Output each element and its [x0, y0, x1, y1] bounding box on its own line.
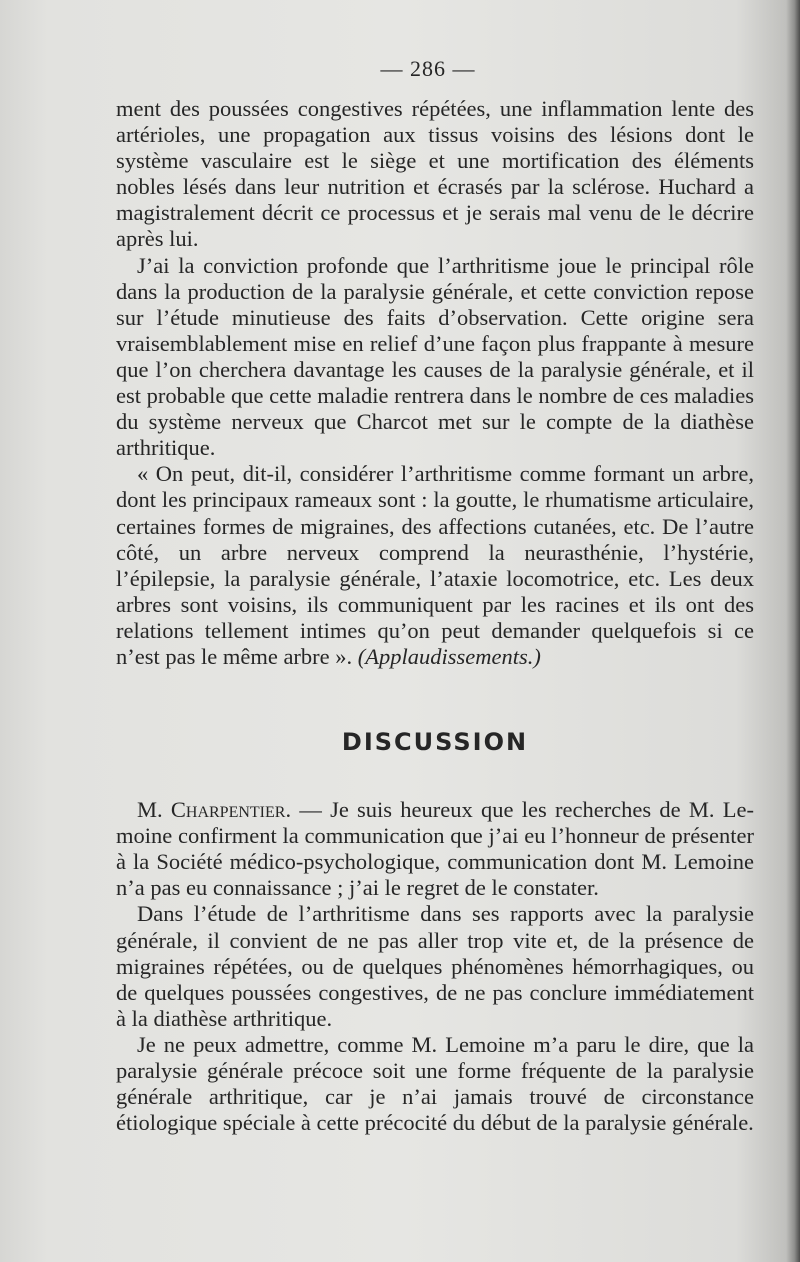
paragraph-paralysie-precoce: Je ne peux admettre, comme M. Lemoine m’a paru le dire, que la paralysie générale précoce soit une forme fréquente de la paralysie générale arthritique, car je n’ai jamais trouvé de circonstance étiologique spéciale à cette précocité du début de la paralysie générale. — [116, 1031, 754, 1136]
page-edge-shadow — [786, 0, 800, 1262]
quote-text: « On peut, dit-il, considérer l’arthritisme comme formant un arbre, dont les principaux rameaux sont : la goutte, le rhumatisme articulaire, certaines formes de migraines, des affections cutanées, etc. De l’autre côté, un arbre nerveux comprend la neurasthénie, l’hystérie, l’épilepsie, la paralysie générale, l’ataxie locomotrice, etc. Les deux arbres sont voisins, ils communiquent par les racines et ils ont des relations tellement intimes qu’on peut demander quelquefois si ce n’est pas le même arbre ». — [116, 461, 754, 669]
speaker-prefix: M. — [137, 797, 171, 823]
discussion-heading: DISCUSSION — [341, 728, 529, 757]
charpentier-remark: — Je suis heureux que les recherches de M. Lemoine confirment la communication que j’ai eu l’honneur de présenter à la Société médico-psychologique, communication dont M. Lemoine n’a pas eu connaissance ; j’ai le regret de le constater. — [116, 797, 754, 901]
paragraph-continuation: ment des poussées congestives répétées, une inflammation lente des artérioles, une propagation aux tissus voisins des lésions dont le système vasculaire est le siège et une mortification des éléments nobles lésés dans leur nutrition et écrasés par la sclérose. Huchard a magistralement décrit ce processus et je serais mal venu de le décrire après lui. — [116, 96, 754, 252]
paragraph-charcot-quote — [116, 461, 754, 670]
speaker-name: Charpentier. — [170, 797, 292, 823]
page-body — [116, 96, 754, 1136]
paragraph-arthritisme: J’ai la conviction profonde que l’arthritisme joue le principal rôle dans la production de la paralysie générale, et cette conviction repose sur l’étude minutieuse des faits d’observation. Cette origine sera vraisemblablement mise en relief d’une façon plus frappante à mesure que l’on cherchera davantage les causes de la paralysie générale, et il est probable que cette maladie rentrera dans le nombre de ces maladies du système nerveux que Charcot met sur le compte de la diathèse arthritique. — [116, 252, 754, 461]
paragraph-arthritisme-rapports: Dans l’étude de l’arthritisme dans ses rapports avec la paralysie générale, il convient de ne pas aller trop vite et, de la présence de migraines répétées, ou de quelques phénomènes hémorrhagiques, ou de quelques poussées congestives, de ne pas conclure immédiatement à la diathèse arthritique. — [116, 901, 754, 1031]
applause-note: (Applaudissements.) — [357, 643, 541, 669]
page-number: — 286 — — [380, 56, 476, 81]
paragraph-charpentier-intro — [116, 797, 754, 901]
